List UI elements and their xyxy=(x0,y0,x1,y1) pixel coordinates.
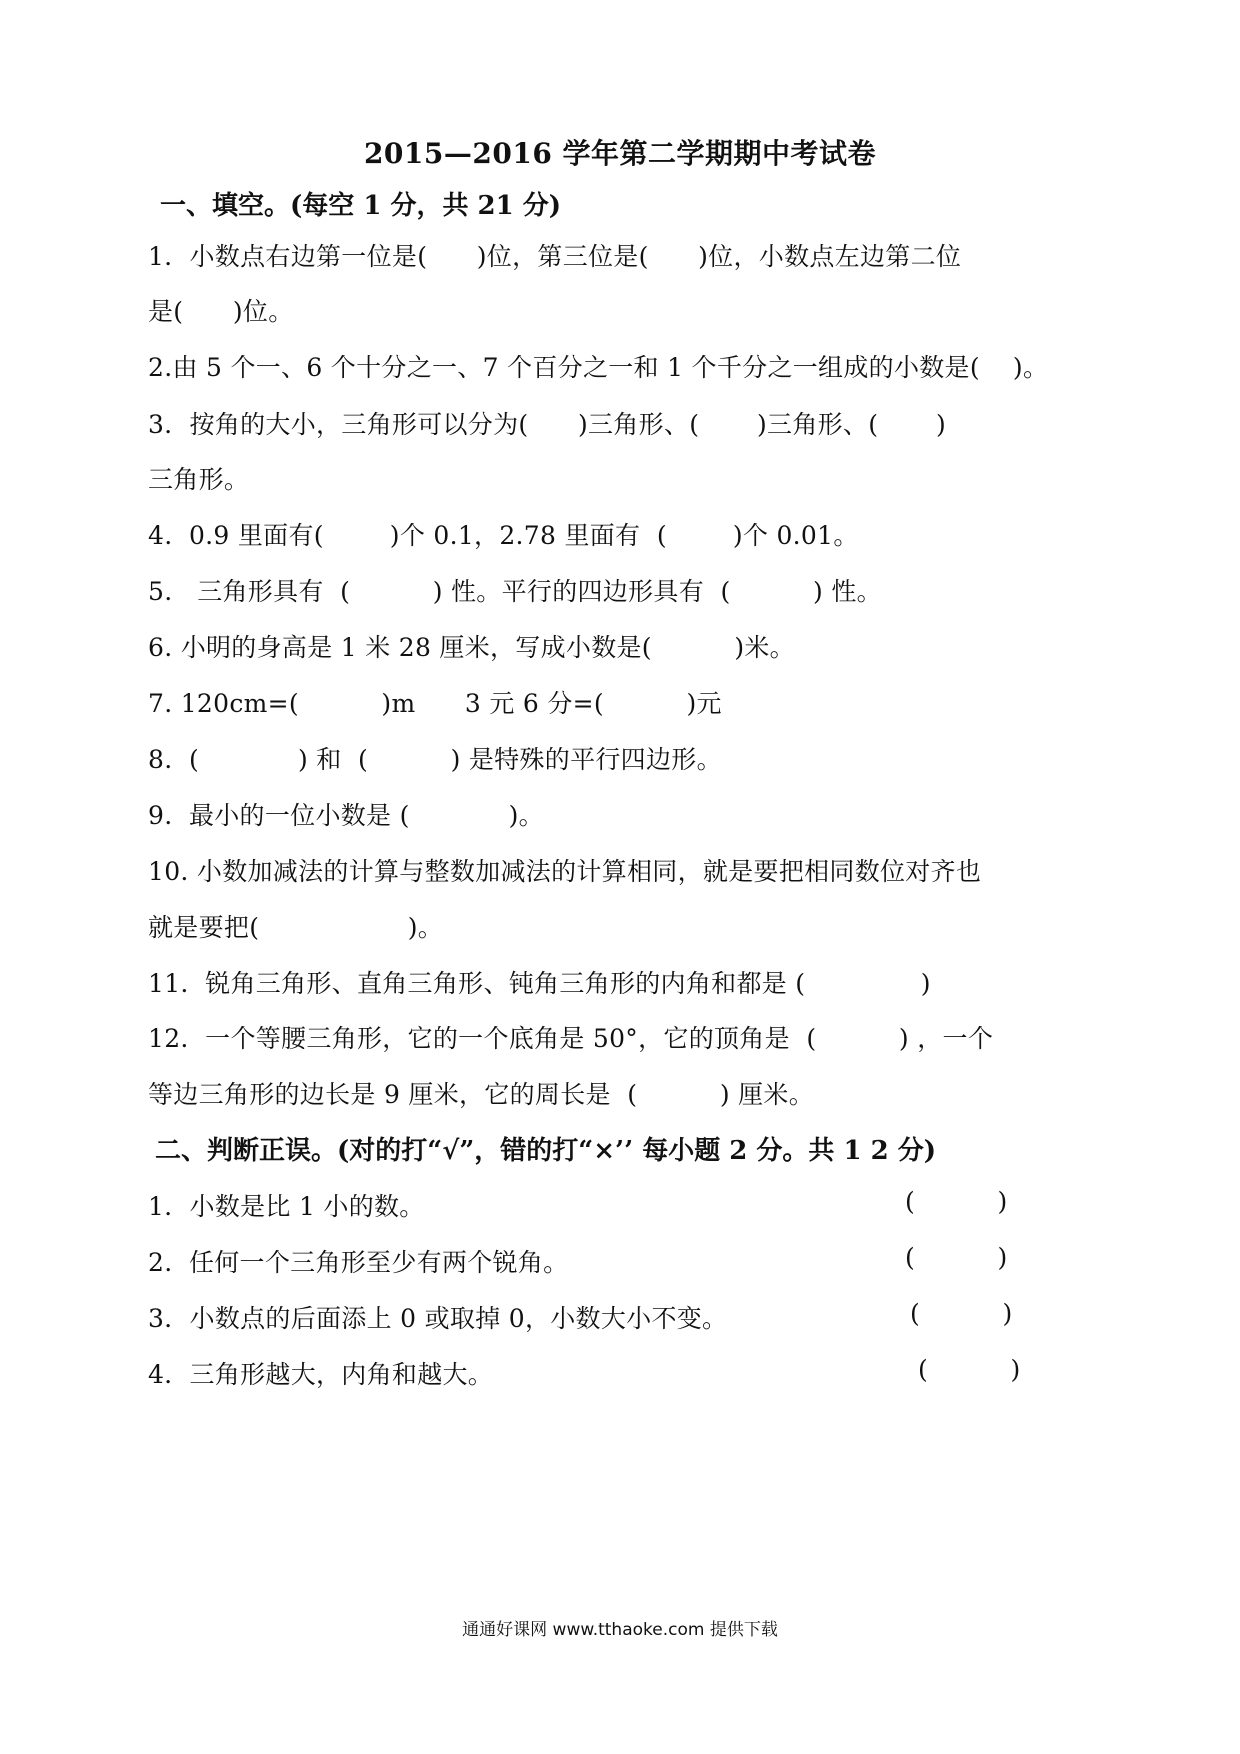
judge-item-3: 3．小数点的后面添上 0 或取掉 0，小数大小不变。 xyxy=(148,1304,728,1333)
fill-line-5: 三角形。 xyxy=(148,465,250,494)
fill-line-4: 3．按角的大小，三角形可以分为( )三角形、( )三角形、( ) xyxy=(148,410,947,439)
fill-line-16: 等边三角形的边长是 9 厘米，它的周长是 ( ) 厘米。 xyxy=(148,1080,815,1109)
fill-line-13: 就是要把( )。 xyxy=(148,913,444,942)
fill-line-7: 5. 三角形具有 ( ) 性。平行的四边形具有 ( ) 性。 xyxy=(148,577,882,606)
judge-item-1: 1．小数是比 1 小的数。 xyxy=(148,1192,425,1221)
section1-heading: 一、填空。(每空 1 分，共 21 分) xyxy=(160,191,562,221)
judge-item-4: 4．三角形越大，内角和越大。 xyxy=(148,1360,494,1389)
judge-blank-4: ( ) xyxy=(918,1355,1021,1384)
fill-line-1: 1．小数点右边第一位是( )位，第三位是( )位，小数点左边第二位 xyxy=(148,242,962,271)
judge-item-2: 2. 任何一个三角形至少有两个锐角。 xyxy=(148,1248,569,1277)
fill-line-6: 4. 0.9 里面有( )个 0.1，2.78 里面有 ( )个 0.01。 xyxy=(148,521,859,550)
fill-line-8: 6. 小明的身高是 1 米 28 厘米，写成小数是( )米。 xyxy=(148,633,795,662)
fill-line-12: 10. 小数加减法的计算与整数加减法的计算相同，就是要把相同数位对齐也 xyxy=(148,857,982,886)
footer-text: 通通好课网 www.tthaoke.com 提供下载 xyxy=(462,1620,778,1640)
section2-heading: 二、判断正误。(对的打“√”，错的打“×’’ 每小题 2 分。共 1 2 分) xyxy=(155,1136,937,1166)
fill-line-9: 7. 120cm=( )m 3 元 6 分=( )元 xyxy=(148,689,722,718)
fill-line-14: 11. 锐角三角形、直角三角形、钝角三角形的内角和都是 ( ) xyxy=(148,969,931,998)
judge-blank-2: ( ) xyxy=(905,1243,1008,1272)
fill-line-10: 8. ( ) 和 ( ) 是特殊的平行四边形。 xyxy=(148,745,722,774)
fill-line-2: 是( )位。 xyxy=(148,297,294,326)
judge-blank-1: ( ) xyxy=(905,1187,1008,1216)
fill-line-15: 12. 一个等腰三角形，它的一个底角是 50°，它的顶角是 ( ) ，一个 xyxy=(148,1024,994,1053)
fill-line-3: 2.由 5 个一、6 个十分之一、7 个百分之一和 1 个千分之一组成的小数是( )。 xyxy=(148,353,1049,382)
fill-line-11: 9. 最小的一位小数是 ( )。 xyxy=(148,801,544,830)
exam-title: 2015—2016 学年第二学期期中考试卷 xyxy=(363,137,877,170)
judge-blank-3: ( ) xyxy=(910,1299,1013,1328)
